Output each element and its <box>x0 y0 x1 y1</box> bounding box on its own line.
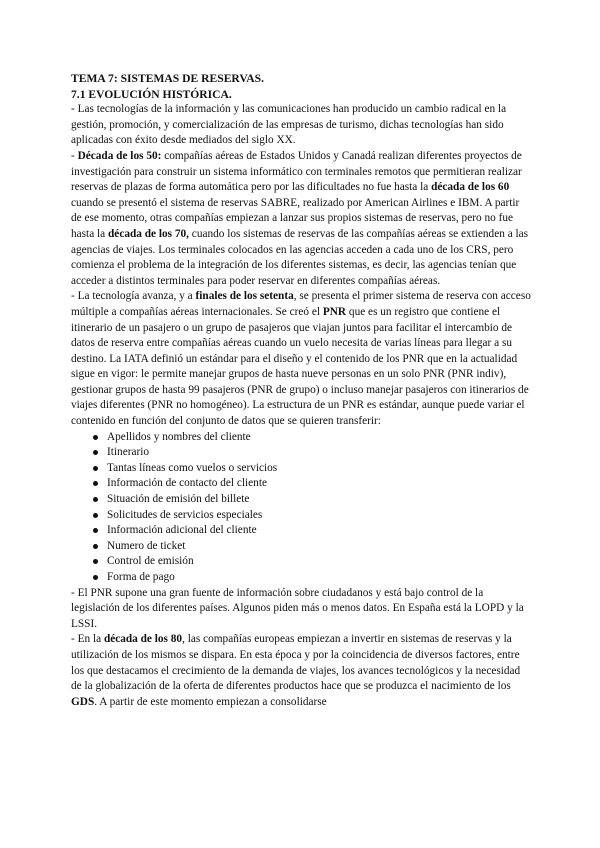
bold-text: PNR <box>322 305 347 318</box>
document-title: TEMA 7: SISTEMAS DE RESERVAS. <box>71 72 264 85</box>
paragraph-decada-50 <box>71 149 531 289</box>
bold-text: GDS <box>71 695 95 708</box>
list-item: Numero de ticket <box>93 539 531 555</box>
paragraph-intro: - Las tecnologías de la información y las comunicaciones han producido un cambio radical en la gestión, promoción, y comercialización de las empresas de turismo, dichas tecnologías han sido aplicadas con éxito desde mediados del siglo XX. <box>71 103 507 147</box>
text-run: . A partir de este momento empiezan a consolidarse <box>94 695 327 708</box>
list-item: Información de contacto del cliente <box>93 476 531 492</box>
document-body <box>71 71 531 710</box>
list-item: Itinerario <box>93 445 531 461</box>
list-item: Tantas líneas como vuelos o servicios <box>93 461 531 477</box>
paragraph-decada-80 <box>71 632 531 710</box>
list-item: Situación de emisión del billete <box>93 492 531 508</box>
bold-text: década de los 80 <box>103 633 183 646</box>
text-run: cuando se presentó el sistema de reservas SABRE, realizado por American Airlines e IBM. A partir de ese momento, otras compañías empiezan a lanzar sus propios sistemas de reservas, pero no fue hasta la <box>71 196 520 240</box>
paragraph-pnr <box>71 289 531 429</box>
pnr-data-list <box>71 430 531 586</box>
list-item: Apellidos y nombres del cliente <box>93 430 531 446</box>
section-heading: 7.1 EVOLUCIÓN HISTÓRICA. <box>71 87 232 101</box>
bold-text: Década de los 50: <box>77 149 162 162</box>
bold-text: década de los 60 <box>431 181 510 194</box>
text-run: cuando los sistemas de reservas de las compañías aéreas se extienden a las agencias de viajes. Los terminales colocados en las agencias acceden a cada uno de los CRS, pero comienza el problema de la integración de los diferentes sistemas, es decir, las agencias tenían que acceder a distintos terminales para poder reservar en diferentes compañías aéreas. <box>71 227 529 287</box>
list-item: Control de emisión <box>93 554 531 570</box>
text-run: - La tecnología avanza, y a <box>71 290 196 303</box>
text-run: - <box>71 149 78 162</box>
text-run: , las compañías europeas empiezan a invertir en sistemas de reservas y la utilización de los mismos se dispara. En esta época y por la coincidencia de diversos factores, entre los que destacamos el crecimiento de la demanda de viajes, los avances tecnológicos y la necesidad de la globalización de la oferta de diferentes productos hace que se produzca el nacimiento de los <box>71 633 521 693</box>
list-item: Información adicional del cliente <box>93 523 531 539</box>
bold-text: finales de los setenta <box>195 290 294 303</box>
list-item: Solicitudes de servicios especiales <box>93 508 531 524</box>
text-run: compañías aéreas de Estados Unidos y Canadá realizan diferentes proyectos de investigación para construir un sistema informático con terminales remotos que permitieran realizar reservas de plazas de forma automática pero por las dificultades no fue hasta la <box>71 149 522 194</box>
text-run: que es un registro que contiene el itinerario de un pasajero o un grupo de pasajeros que viajan juntos para facilitar el intercambio de datos de reserva entre compañías aéreas cuando un vuelo necesita de varias líneas para llegar a su destino. La IATA definió un estándar para el diseño y el contenido de los PNR que en la actualidad sigue en vigor: le permite manejar grupos de hasta nueve personas en un solo PNR (PNR indiv), gestionar grupos de hasta 99 pasajeros (PNR de grupo) o incluso manejar pasajeros con itinerarios de viajes diferentes (PNR no homogéneo). La estructura de un PNR es estándar, aunque puede variar el contenido en función del conjunto de datos que se quieren transferir: <box>71 305 529 428</box>
text-run: , se presenta el primer sistema de reserva con acceso múltiple a compañías aéreas internacionales. Se creó el <box>71 290 531 318</box>
paragraph-legislacion: - El PNR supone una gran fuente de información sobre ciudadanos y está bajo control de la legislación de los diferentes países. Algunos piden más o menos datos. En España está la LOPD y la LSSI. <box>71 586 524 630</box>
list-item: Forma de pago <box>93 570 531 586</box>
text-run: - En la <box>71 633 104 646</box>
bold-text: década de los 70, <box>108 227 189 240</box>
